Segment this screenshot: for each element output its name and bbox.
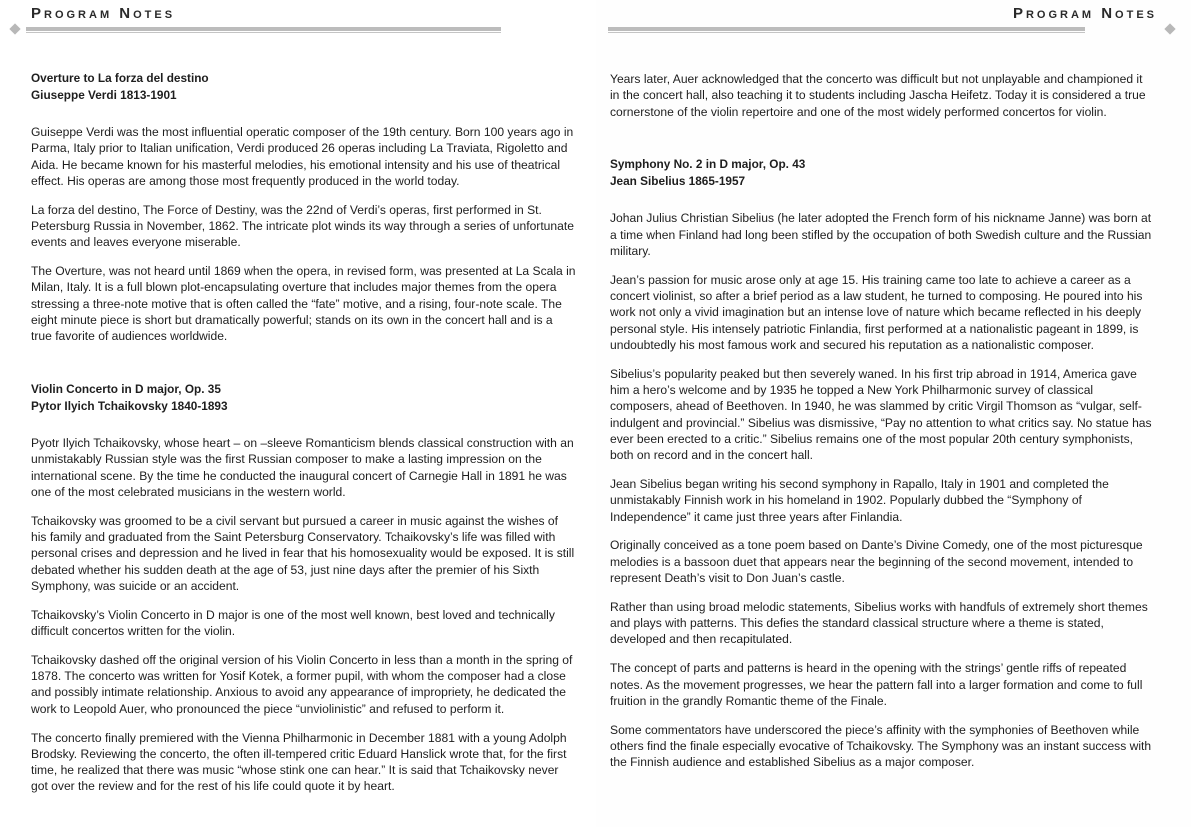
paragraph: Tchaikovsky was groomed to be a civil servant but pursued a career in music against the wishes of his family and graduated from the Saint Petersburg Conservatory. Tchaikovsky’s life was filled with personal crises and depression and he lived in fear that his homosexuality would be exposed. It is still debated whether his sudden death at the age of 53, just nine days after the premier of his Sixth Symphony, was suicide or an accident. — [31, 513, 575, 593]
piece-composer: Jean Sibelius 1865-1957 — [610, 174, 746, 189]
piece-sibelius — [610, 156, 1155, 770]
paragraph: Sibelius’s popularity peaked but then severely waned. In his first trip abroad in 1914, America gave him a hero’s welcome and by 1935 he topped a New York Philharmonic survey of classical composers, ahead of Beethoven. In 1940, he was slammed by critic Virgil Thomson as “vulgar, self-indulgent and provincial.” Sibelius was dismissive, “Pay no attention to what critics say. No statue has ever been erected to a critic.” Sibelius remains one of the most popular 20th century symphonists, both on record and in the concert hall. — [610, 366, 1152, 463]
piece-tchaikovsky — [31, 381, 576, 795]
paragraph: La forza del destino, The Force of Destiny, was the 22nd of Verdi’s operas, first performed in St. Petersburg Russia in November, 1862. The intricate plot winds its way through a series of unfortunate events and leaves everyone miserable. — [31, 202, 574, 250]
piece-title: Symphony No. 2 in D major, Op. 43 — [610, 157, 806, 172]
right-page — [596, 0, 1191, 827]
paragraph: Guiseppe Verdi was the most influential operatic composer of the 19th century. Born 100 years ago in Parma, Italy prior to Italian unification, Verdi produced 26 operas including La Traviata, Rigoletto and Aida. He became known for his masterful melodies, his emotional intensity and his use of theatrical effect. His operas are among those most frequently produced in the world today. — [31, 125, 574, 188]
piece-composer: Giuseppe Verdi 1813-1901 — [31, 88, 177, 102]
paragraph: Pyotr Ilyich Tchaikovsky, whose heart – on –sleeve Romanticism blends classical construction with an unmistakably Russian style was the first Russian composer to make a lasting impression on the international scene. By the time he conducted the inaugural concert of Carnegie Hall in 1891 he was one of the most celebrated musicians in the western world. — [31, 436, 574, 499]
paragraph-continued: Years later, Auer acknowledged that the concerto was difficult but not unplayable and championed it in the concert hall, also teaching it to students including Jascha Heifetz. Today it is considered a true cornerstone of the violin repertoire and one of the most widely performed concertos for violin. — [610, 72, 1146, 119]
paragraph: Tchaikovsky’s Violin Concerto in D major is one of the most well known, best loved and technically difficult concertos written for the violin. — [31, 607, 555, 639]
diamond-ornament-icon — [1164, 23, 1175, 34]
paragraph: The concerto finally premiered with the Vienna Philharmonic in December 1881 with a young Adolph Brodsky. Reviewing the concerto, the often ill-tempered critic Eduard Hanslick wrote that, for the first time, he realized that there was music “whose stink one can hear.” It is said that Tchaikovsky never got over the review and for the rest of his life could quote it by heart. — [31, 730, 567, 794]
piece-composer: Pytor Ilyich Tchaikovsky 1840-1893 — [31, 399, 228, 414]
paragraph: Rather than using broad melodic statements, Sibelius works with handfuls of extremely short themes and plays with patterns. This defies the standard classical structure where a theme is stated, developed and then recapitulated. — [610, 599, 1148, 647]
left-page — [0, 0, 595, 827]
paragraph: Jean Sibelius began writing his second symphony in Rapallo, Italy in 1901 and completed the unmistakably Finnish work in his homeland in 1902. Popularly dubbed the “Symphony of Independence” it came just three years after Finlandia. — [610, 477, 1109, 524]
diamond-ornament-icon — [9, 23, 20, 34]
piece-title: Overture to La forza del destino — [31, 71, 209, 85]
piece-verdi — [31, 70, 576, 345]
paragraph: Johan Julius Christian Sibelius (he later adopted the French form of his nickname Janne) was born at a time when Finland had long been stifled by the occupation of both Swedish culture and the Russian military. — [610, 211, 1152, 258]
paragraph: Tchaikovsky dashed off the original version of his Violin Concerto in less than a month in the spring of 1878. The concerto was written for Yosif Kotek, a former pupil, with whom the composer had a close and possibly intimate relationship. Anxious to avoid any appearance of impropriety, he dedicated the work to Leopold Auer, who pronounced the piece “unviolinistic” and refused to perform it. — [31, 652, 573, 716]
paragraph: Some commentators have underscored the piece’s affinity with the symphonies of Beethoven while others find the finale especially evocative of Tchaikovsky. The Symphony was an instant success with the Finnish audience and established Sibelius as a major composer. — [610, 722, 1152, 770]
header-rule — [26, 27, 501, 33]
paragraph: Jean’s passion for music arose only at age 15. His training came too late to achieve a career as a concert violinist, so after a brief period as a law student, he turned to composing. He poured into his work not only a vivid imagination but an intense love of nature which became reflected in his deeply personal style. His intensely patriotic Finlandia, first performed at a nationalistic pageant in 1899, is undoubtedly his most famous work and secured his reputation as a nationalistic composer. — [610, 272, 1143, 352]
right-page-content — [610, 71, 1155, 783]
paragraph: The Overture, was not heard until 1869 when the opera, in revised form, was presented at La Scala in Milan, Italy. It is a full blown plot-encapsulating overture that includes major themes from the opera stressing a three-note motive that is often called the “fate” motive, and a rising, four-note scale. The eight minute piece is short but dramatically powerful; stands on its own in the concert hall and is a true favorite of audiences worldwide. — [31, 264, 576, 344]
paragraph: The concept of parts and patterns is heard in the opening with the strings’ gentle riffs of repeated notes. As the movement progresses, we hear the pattern fall into a larger formation and come to full fruition in the grandly Romantic theme of the Finale. — [610, 661, 1143, 708]
page-header-title: Program Notes — [1012, 5, 1157, 22]
paragraph: Originally conceived as a tone poem based on Dante’s Divine Comedy, one of the most picturesque melodies is a bassoon duet that appears near the beginning of the second movement, intended to represent Death’s visit to Don Juan’s castle. — [610, 538, 1143, 586]
left-page-content — [31, 70, 576, 807]
header-rule — [608, 27, 1085, 33]
page-header-title: Program Notes — [31, 5, 176, 22]
piece-title: Violin Concerto in D major, Op. 35 — [31, 382, 221, 397]
